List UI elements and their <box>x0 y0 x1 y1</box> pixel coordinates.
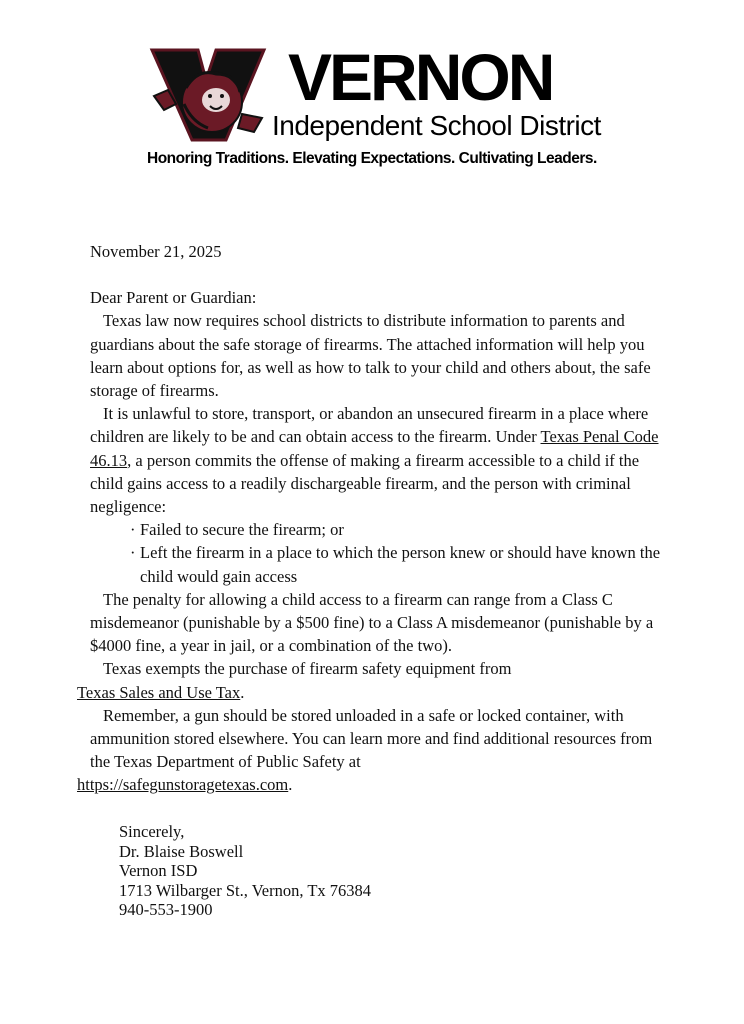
paragraph-5 <box>77 704 670 797</box>
signer-address: 1713 Wilbarger St., Vernon, Tx 76384 <box>119 880 372 900</box>
safe-storage-link[interactable]: https://safegunstoragetexas.com <box>77 775 289 795</box>
paragraph-3: The penalty for allowing a child access to a firearm can range from a Class C misdemeanor (punishable by a $500 fine) to a Class A misdemeanor (punishable by a $4000 fine, a year in jail, or a combination of the two). <box>90 589 654 656</box>
paragraph-2 <box>90 402 670 518</box>
closing: Sincerely, <box>119 822 185 841</box>
paragraph-5-text-end: . <box>288 775 293 795</box>
sales-tax-link[interactable]: Texas Sales and Use Tax <box>77 682 241 702</box>
district-name: VERNON <box>288 40 553 114</box>
list-item <box>90 541 670 587</box>
list-item-text: Left the firearm in a place to which the person knew or should have known the child would gain access <box>140 543 661 586</box>
paragraph-2-text-end: , a person commits the offense of making a firearm accessible to a child if the child gains access to a readily dischargeable firearm, and the person with criminal negligence: <box>90 450 640 517</box>
signature-block <box>119 822 371 920</box>
signer-org: Vernon ISD <box>119 861 198 880</box>
district-subtitle: Independent School District <box>272 110 601 141</box>
paragraph-2-text: It is unlawful to store, transport, or abandon an unsecured firearm in a place where children are likely to be and can obtain access to the firearm. Under <box>90 404 649 447</box>
list-item-text: Failed to secure the firearm; or <box>140 520 344 540</box>
penal-code-link[interactable]: Texas Penal Code 46.13 <box>90 427 659 470</box>
bullet-icon: · <box>130 543 136 563</box>
salutation: Dear Parent or Guardian: <box>90 288 257 308</box>
vernon-v-lion-logo-icon <box>146 44 272 144</box>
paragraph-5-text: Remember, a gun should be stored unloaded in a safe or locked container, with ammunition stored elsewhere. You can learn more and find additional resources from the Texas Department of Public Safety at <box>90 705 653 772</box>
paragraph-4-text-end: . <box>240 682 245 702</box>
paragraph-1: Texas law now requires school districts to distribute information to parents and guardians about the safe storage of firearms. The attached information will help you learn about options for, as well as how to talk to your child and others about, the safe storage of firearms. <box>90 311 651 401</box>
signer-name: Dr. Blaise Boswell <box>119 841 244 861</box>
signer-phone: 940-553-1900 <box>119 900 213 919</box>
paragraph-4-text: Texas exempts the purchase of firearm safety equipment from <box>103 659 512 679</box>
paragraph-4 <box>77 657 670 703</box>
district-tagline: Honoring Traditions. Elevating Expectations. Cultivating Leaders. <box>147 150 597 167</box>
negligence-list <box>90 518 670 588</box>
list-item <box>90 518 670 541</box>
district-brand <box>272 40 608 141</box>
letter-date: November 21, 2025 <box>90 242 222 261</box>
bullet-icon: · <box>130 520 136 540</box>
letter-body <box>77 240 670 797</box>
